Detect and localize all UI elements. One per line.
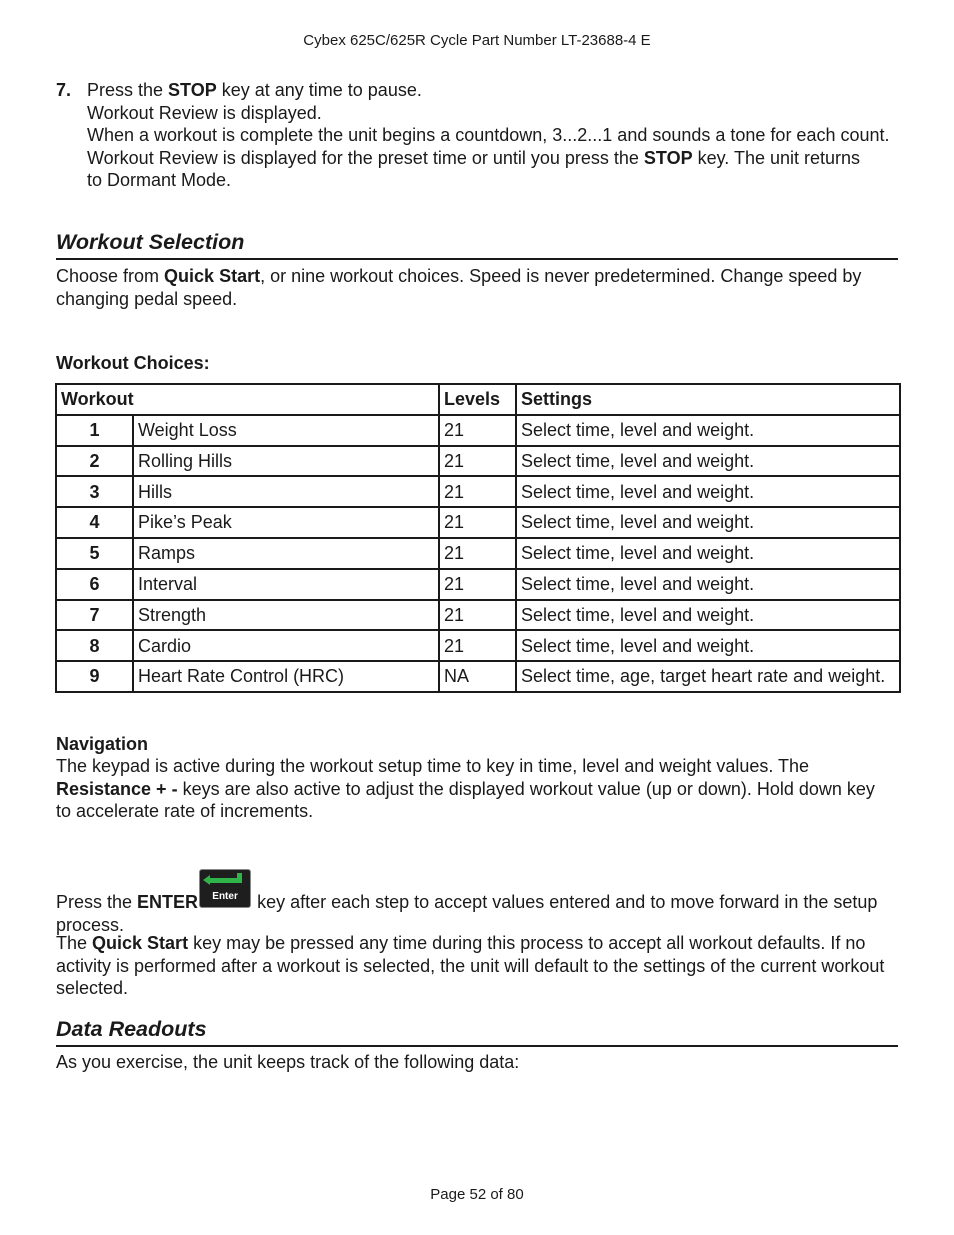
workout-name: Cardio	[133, 630, 439, 661]
enter-key-icon	[199, 869, 251, 908]
table-row	[56, 600, 900, 631]
workout-settings: Select time, level and weight.	[516, 600, 900, 631]
enter-paragraph: Press the ENTER Enter key after each step to accept values entered and to move forward in the setup process.	[56, 869, 901, 936]
page-header: Cybex 625C/625R Cycle Part Number LT-23688-4 E	[303, 32, 651, 49]
table-row	[56, 446, 900, 477]
stop-key-name: STOP	[643, 147, 693, 168]
workout-name: Pike’s Peak	[133, 507, 439, 538]
section-title-workout-selection: Workout Selection	[56, 229, 898, 260]
table-row	[56, 476, 900, 507]
workout-number: 8	[56, 630, 133, 661]
workout-levels: 21	[439, 630, 516, 661]
enter-key-label: Enter	[212, 891, 238, 902]
workout-levels: 21	[439, 569, 516, 600]
workout-name: Interval	[133, 569, 439, 600]
workout-levels: 21	[439, 446, 516, 477]
workout-name: Ramps	[133, 538, 439, 569]
quick-start-key-name: Quick Start	[92, 933, 189, 953]
stop-key-name: STOP	[168, 80, 217, 100]
step-line-2: Workout Review is displayed.	[87, 102, 322, 123]
workout-number: 5	[56, 538, 133, 569]
workout-levels: 21	[439, 476, 516, 507]
workout-number: 7	[56, 600, 133, 631]
workout-choices-heading: Workout Choices:	[56, 353, 210, 373]
column-header-levels: Levels	[439, 384, 516, 415]
workout-settings: Select time, level and weight.	[516, 630, 900, 661]
column-header-workout: Workout	[56, 384, 439, 415]
workout-settings: Select time, level and weight.	[516, 538, 900, 569]
step-line-1: Press the STOP key at any time to pause.	[87, 80, 422, 100]
table-row	[56, 661, 900, 692]
workout-number: 2	[56, 446, 133, 477]
section-title-data-readouts: Data Readouts	[56, 1016, 898, 1047]
workout-name: Heart Rate Control (HRC)	[133, 661, 439, 692]
workout-name: Strength	[133, 600, 439, 631]
workout-name: Weight Loss	[133, 415, 439, 446]
table-header-row	[56, 384, 900, 415]
data-readouts-intro: As you exercise, the unit keeps track of the following data:	[56, 1052, 520, 1072]
workout-number: 1	[56, 415, 133, 446]
workout-settings: Select time, level and weight.	[516, 446, 900, 477]
workout-name: Rolling Hills	[133, 446, 439, 477]
enter-key-name: ENTER	[137, 892, 199, 912]
workout-choices-table	[55, 383, 901, 693]
table-row	[56, 507, 900, 538]
workout-settings: Select time, level and weight.	[516, 476, 900, 507]
workout-number: 9	[56, 661, 133, 692]
workout-settings: Select time, level and weight.	[516, 507, 900, 538]
table-row	[56, 415, 900, 446]
column-header-settings: Settings	[516, 384, 900, 415]
step-line-4: Workout Review is displayed for the preset time or until you press the STOP key. The unit returns	[87, 147, 861, 168]
workout-settings: Select time, level and weight.	[516, 415, 900, 446]
workout-levels: 21	[439, 538, 516, 569]
workout-name: Hills	[133, 476, 439, 507]
workout-levels: 21	[439, 600, 516, 631]
page-footer: Page 52 of 80	[430, 1186, 524, 1203]
navigation-paragraph: The keypad is active during the workout setup time to key in time, level and weight values. The Resistance + - keys are also active to adjust the displayed workout value (up or down). Hold down key to accelerate rate of increments.	[56, 756, 875, 821]
step-line-5: to Dormant Mode.	[87, 170, 232, 190]
workout-levels: 21	[439, 507, 516, 538]
step-7	[56, 79, 906, 192]
workout-settings: Select time, age, target heart rate and weight.	[516, 661, 900, 692]
table-row	[56, 569, 900, 600]
workout-number: 6	[56, 569, 133, 600]
navigation-heading: Navigation	[56, 734, 149, 754]
step-number: 7.	[56, 80, 72, 100]
step-body	[87, 79, 906, 192]
table-row	[56, 538, 900, 569]
workout-levels: 21	[439, 415, 516, 446]
workout-settings: Select time, level and weight.	[516, 569, 900, 600]
resistance-key-name: Resistance + -	[56, 778, 178, 799]
workout-number: 4	[56, 507, 133, 538]
quick-start-paragraph: The Quick Start key may be pressed any time during this process to accept all workout defaults. If no activity is performed after a workout is selected, the unit will default to the settings of the current workout selected.	[56, 933, 885, 998]
workout-selection-intro: Choose from Quick Start, or nine workout choices. Speed is never predetermined. Change speed by changing pedal speed.	[56, 266, 862, 309]
table-row	[56, 630, 900, 661]
workout-levels: NA	[439, 661, 516, 692]
step-line-3: When a workout is complete the unit begins a countdown, 3...2...1 and sounds a tone for each count.	[87, 125, 890, 145]
workout-number: 3	[56, 476, 133, 507]
quick-start-key-name: Quick Start	[164, 266, 261, 286]
